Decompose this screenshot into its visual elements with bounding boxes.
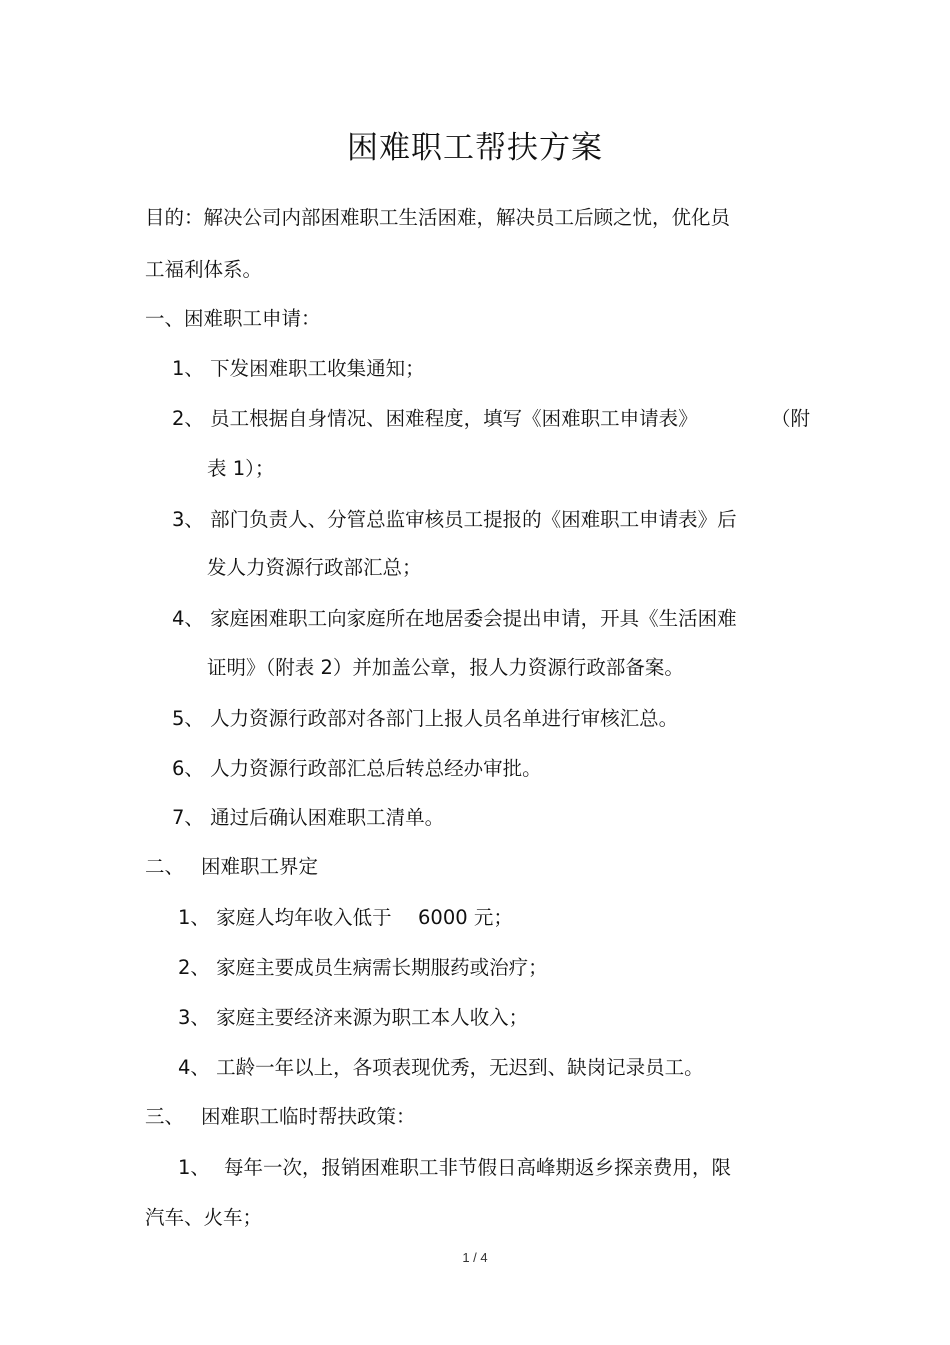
item-number: 2、 xyxy=(178,956,210,979)
item-text: 人力资源行政部汇总后转总经办审批。 xyxy=(210,757,542,780)
section-2-number: 二、 xyxy=(145,855,185,878)
item-number: 3、 xyxy=(178,1006,210,1029)
section-1-heading: 一、困难职工申请： xyxy=(145,307,321,330)
section-3-heading: 困难职工临时帮扶政策： xyxy=(201,1105,416,1128)
item-text: 人力资源行政部对各部门上报人员名单进行审核汇总。 xyxy=(210,707,679,730)
purpose-line-1: 目的：解决公司内部困难职工生活困难，解决员工后顾之忧，优化员 xyxy=(145,206,731,229)
item-text: 家庭困难职工向家庭所在地居委会提出申请，开具《生活困难 xyxy=(210,607,737,630)
item-number: 4、 xyxy=(172,607,204,630)
item-number: 1、 xyxy=(172,357,204,380)
list-item xyxy=(178,905,392,931)
list-item xyxy=(172,606,737,632)
item-number: 3、 xyxy=(172,508,204,531)
item-text: 员工根据自身情况、困难程度，填写《困难职工申请表》 xyxy=(210,407,698,430)
item-number: 4、 xyxy=(178,1056,210,1079)
item-number: 5、 xyxy=(172,707,204,730)
item-text: 通过后确认困难职工清单。 xyxy=(210,806,445,829)
item-text-continued: 证明》（附表 2）并加盖公章，报人力资源行政部备案。 xyxy=(207,656,684,679)
purpose-line-2: 工福利体系。 xyxy=(145,258,263,281)
item-text-continued: 发人力资源行政部汇总； xyxy=(207,556,422,579)
item-text: 部门负责人、分管总监审核员工提报的《困难职工申请表》后 xyxy=(210,508,737,531)
list-item xyxy=(178,955,548,981)
list-item xyxy=(172,356,425,382)
item-number: 1、 xyxy=(178,906,210,929)
list-item xyxy=(178,1055,704,1081)
item-number: 6、 xyxy=(172,757,204,780)
section-3-number: 三、 xyxy=(145,1105,185,1128)
page-number: 1 / 4 xyxy=(462,1250,488,1265)
list-item xyxy=(172,507,737,533)
item-text-tail: （附 xyxy=(771,407,811,430)
list-item xyxy=(172,406,698,432)
document-title: 困难职工帮扶方案 xyxy=(347,130,603,166)
item-text: 工龄一年以上，各项表现优秀，无迟到、缺岗记录员工。 xyxy=(216,1056,704,1079)
item-text-continued: 表 1）； xyxy=(207,457,275,480)
item-text: 家庭人均年收入低于 xyxy=(216,906,392,929)
item-text-continued: 汽车、火车； xyxy=(145,1206,263,1229)
item-text: 家庭主要经济来源为职工本人收入； xyxy=(216,1006,529,1029)
income-amount: 6000 元； xyxy=(418,906,513,929)
item-number: 7、 xyxy=(172,806,204,829)
item-number: 1、 xyxy=(178,1156,210,1179)
item-text: 家庭主要成员生病需长期服药或治疗； xyxy=(216,956,548,979)
list-item xyxy=(172,756,542,782)
item-text: 每年一次，报销困难职工非节假日高峰期返乡探亲费用，限 xyxy=(224,1156,732,1179)
list-item xyxy=(178,1005,528,1031)
item-text: 下发困难职工收集通知； xyxy=(210,357,425,380)
list-item xyxy=(172,706,678,732)
item-number: 2、 xyxy=(172,407,204,430)
section-2-heading: 困难职工界定 xyxy=(201,855,319,878)
list-item xyxy=(172,805,444,831)
